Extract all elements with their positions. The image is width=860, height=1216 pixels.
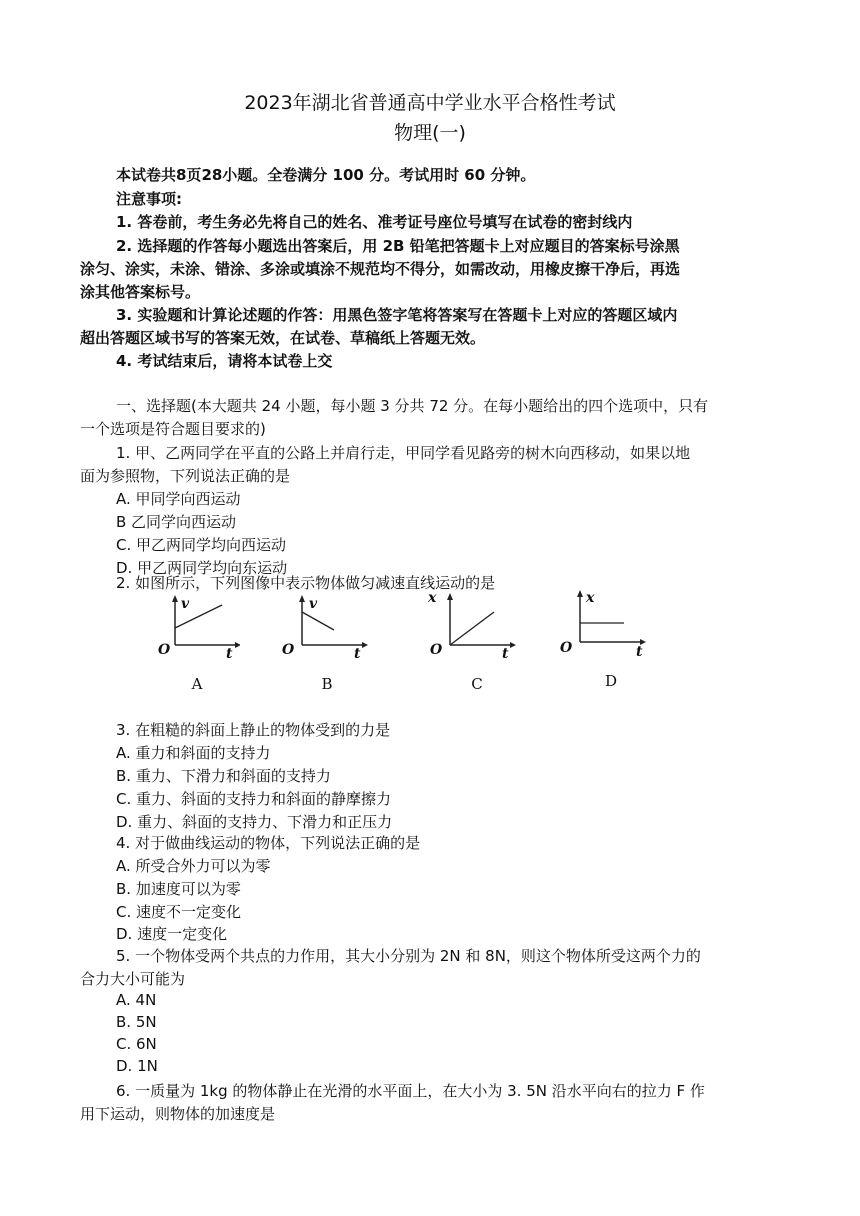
graph-a-origin-label: O xyxy=(158,642,171,658)
notice-item-3: 3. 实验题和计算论述题的作答：用黑色签字笔将答案写在答题卡上对应的答题区域内 xyxy=(116,306,678,324)
q5-option-b: B. 5N xyxy=(116,1013,157,1031)
section-heading: 一、选择题(本大题共 24 小题，每小题 3 分共 72 分。在每小题给出的四个选项中，只有 xyxy=(116,397,709,415)
graph-c-origin-label: O xyxy=(430,642,443,658)
question-5: 5. 一个物体受两个共点的力作用，其大小分别为 2N 和 8N，则这个物体所受这两个力的 xyxy=(116,947,701,965)
q4-option-b: B. 加速度可以为零 xyxy=(116,880,241,898)
notice-item-2-cont: 涂匀、涂实，未涂、错涂、多涂或填涂不规范均不得分，如需改动，用橡皮擦干净后，再选 xyxy=(80,260,681,278)
question-6: 6. 一质量为 1kg 的物体静止在光滑的水平面上，在大小为 3. 5N 沿水平向右的拉力 F 作 xyxy=(116,1082,705,1100)
q1-option-d: D. 甲乙两同学均向东运动 xyxy=(116,559,288,577)
q2-graphs xyxy=(150,590,670,700)
notice-item-1: 1. 答卷前，考生务必先将自己的姓名、准考证号座位号填写在试卷的密封线内 xyxy=(116,213,633,231)
section-heading-cont: 一个选项是符合题目要求的) xyxy=(80,420,266,438)
graph-d-origin-label: O xyxy=(560,640,573,656)
question-1: 1. 甲、乙两同学在平直的公路上并肩行走，甲同学看见路旁的树木向西移动，如果以地 xyxy=(116,444,691,462)
q3-option-c: C. 重力、斜面的支持力和斜面的静摩擦力 xyxy=(116,790,392,808)
question-1-cont: 面为参照物，下列说法正确的是 xyxy=(80,467,291,485)
question-6-cont: 用下运动，则物体的加速度是 xyxy=(80,1105,276,1123)
graph-d-yaxis-label: x xyxy=(586,590,595,606)
q3-option-a: A. 重力和斜面的支持力 xyxy=(116,744,271,762)
notice-item-4: 4. 考试结束后，请将本试卷上交 xyxy=(116,352,333,370)
graph-b-origin-label: O xyxy=(282,642,295,658)
graph-c-yaxis-label: x xyxy=(428,590,437,606)
exam-subtitle: 物理(一) xyxy=(394,122,466,144)
q5-option-c: C. 6N xyxy=(116,1035,157,1053)
notice-label: 注意事项: xyxy=(116,190,182,208)
graph-c-xaxis-label: t xyxy=(502,646,509,662)
graph-c-plot xyxy=(432,590,522,670)
q4-option-a: A. 所受合外力可以为零 xyxy=(116,857,271,875)
q2-graph-b xyxy=(284,590,374,700)
q1-option-b: B 乙同学向西运动 xyxy=(116,513,237,531)
graph-a-caption: A xyxy=(191,675,203,693)
q4-option-d: D. 速度一定变化 xyxy=(116,925,228,943)
q1-option-a: A. 甲同学向西运动 xyxy=(116,490,241,508)
graph-b-xaxis-label: t xyxy=(354,646,361,662)
graph-b-plot xyxy=(284,590,374,670)
graph-a-xaxis-label: t xyxy=(226,646,233,662)
notice-item-3-cont: 超出答题区域书写的答案无效，在试卷、草稿纸上答题无效。 xyxy=(80,329,486,347)
graph-b-caption: B xyxy=(321,675,333,693)
q2-graph-d xyxy=(560,590,662,700)
question-3: 3. 在粗糙的斜面上静止的物体受到的力是 xyxy=(116,721,391,739)
q5-option-d: D. 1N xyxy=(116,1057,158,1075)
q4-option-c: C. 速度不一定变化 xyxy=(116,903,242,921)
q5-option-a: A. 4N xyxy=(116,991,157,1009)
q1-option-c: C. 甲乙两同学均向西运动 xyxy=(116,536,287,554)
question-4: 4. 对于做曲线运动的物体，下列说法正确的是 xyxy=(116,834,421,852)
instructions-intro: 本试卷共8页28小题。全卷满分 100 分。考试用时 60 分钟。 xyxy=(116,166,536,184)
notice-item-2-cont: 涂其他答案标号。 xyxy=(80,283,201,301)
graph-d-xaxis-label: t xyxy=(636,644,643,660)
q2-graph-c xyxy=(428,590,522,700)
graph-b-yaxis-label: v xyxy=(309,596,318,612)
graph-d-caption: D xyxy=(604,672,618,690)
question-5-cont: 合力大小可能为 xyxy=(80,970,186,988)
notice-item-2: 2. 选择题的作答每小题选出答案后，用 2B 铅笔把答题卡上对应题目的答案标号涂黑 xyxy=(116,237,680,255)
q3-option-d: D. 重力、斜面的支持力、下滑力和正压力 xyxy=(116,813,393,831)
q2-graph-a xyxy=(150,590,240,700)
graph-c-caption: C xyxy=(471,675,483,693)
graph-a-yaxis-label: v xyxy=(181,596,190,612)
question-2: 2. 如图所示，下列图像中表示物体做匀减速直线运动的是 xyxy=(116,574,496,592)
q3-option-b: B. 重力、下滑力和斜面的支持力 xyxy=(116,767,331,785)
exam-title: 2023年湖北省普通高中学业水平合格性考试 xyxy=(244,92,616,114)
